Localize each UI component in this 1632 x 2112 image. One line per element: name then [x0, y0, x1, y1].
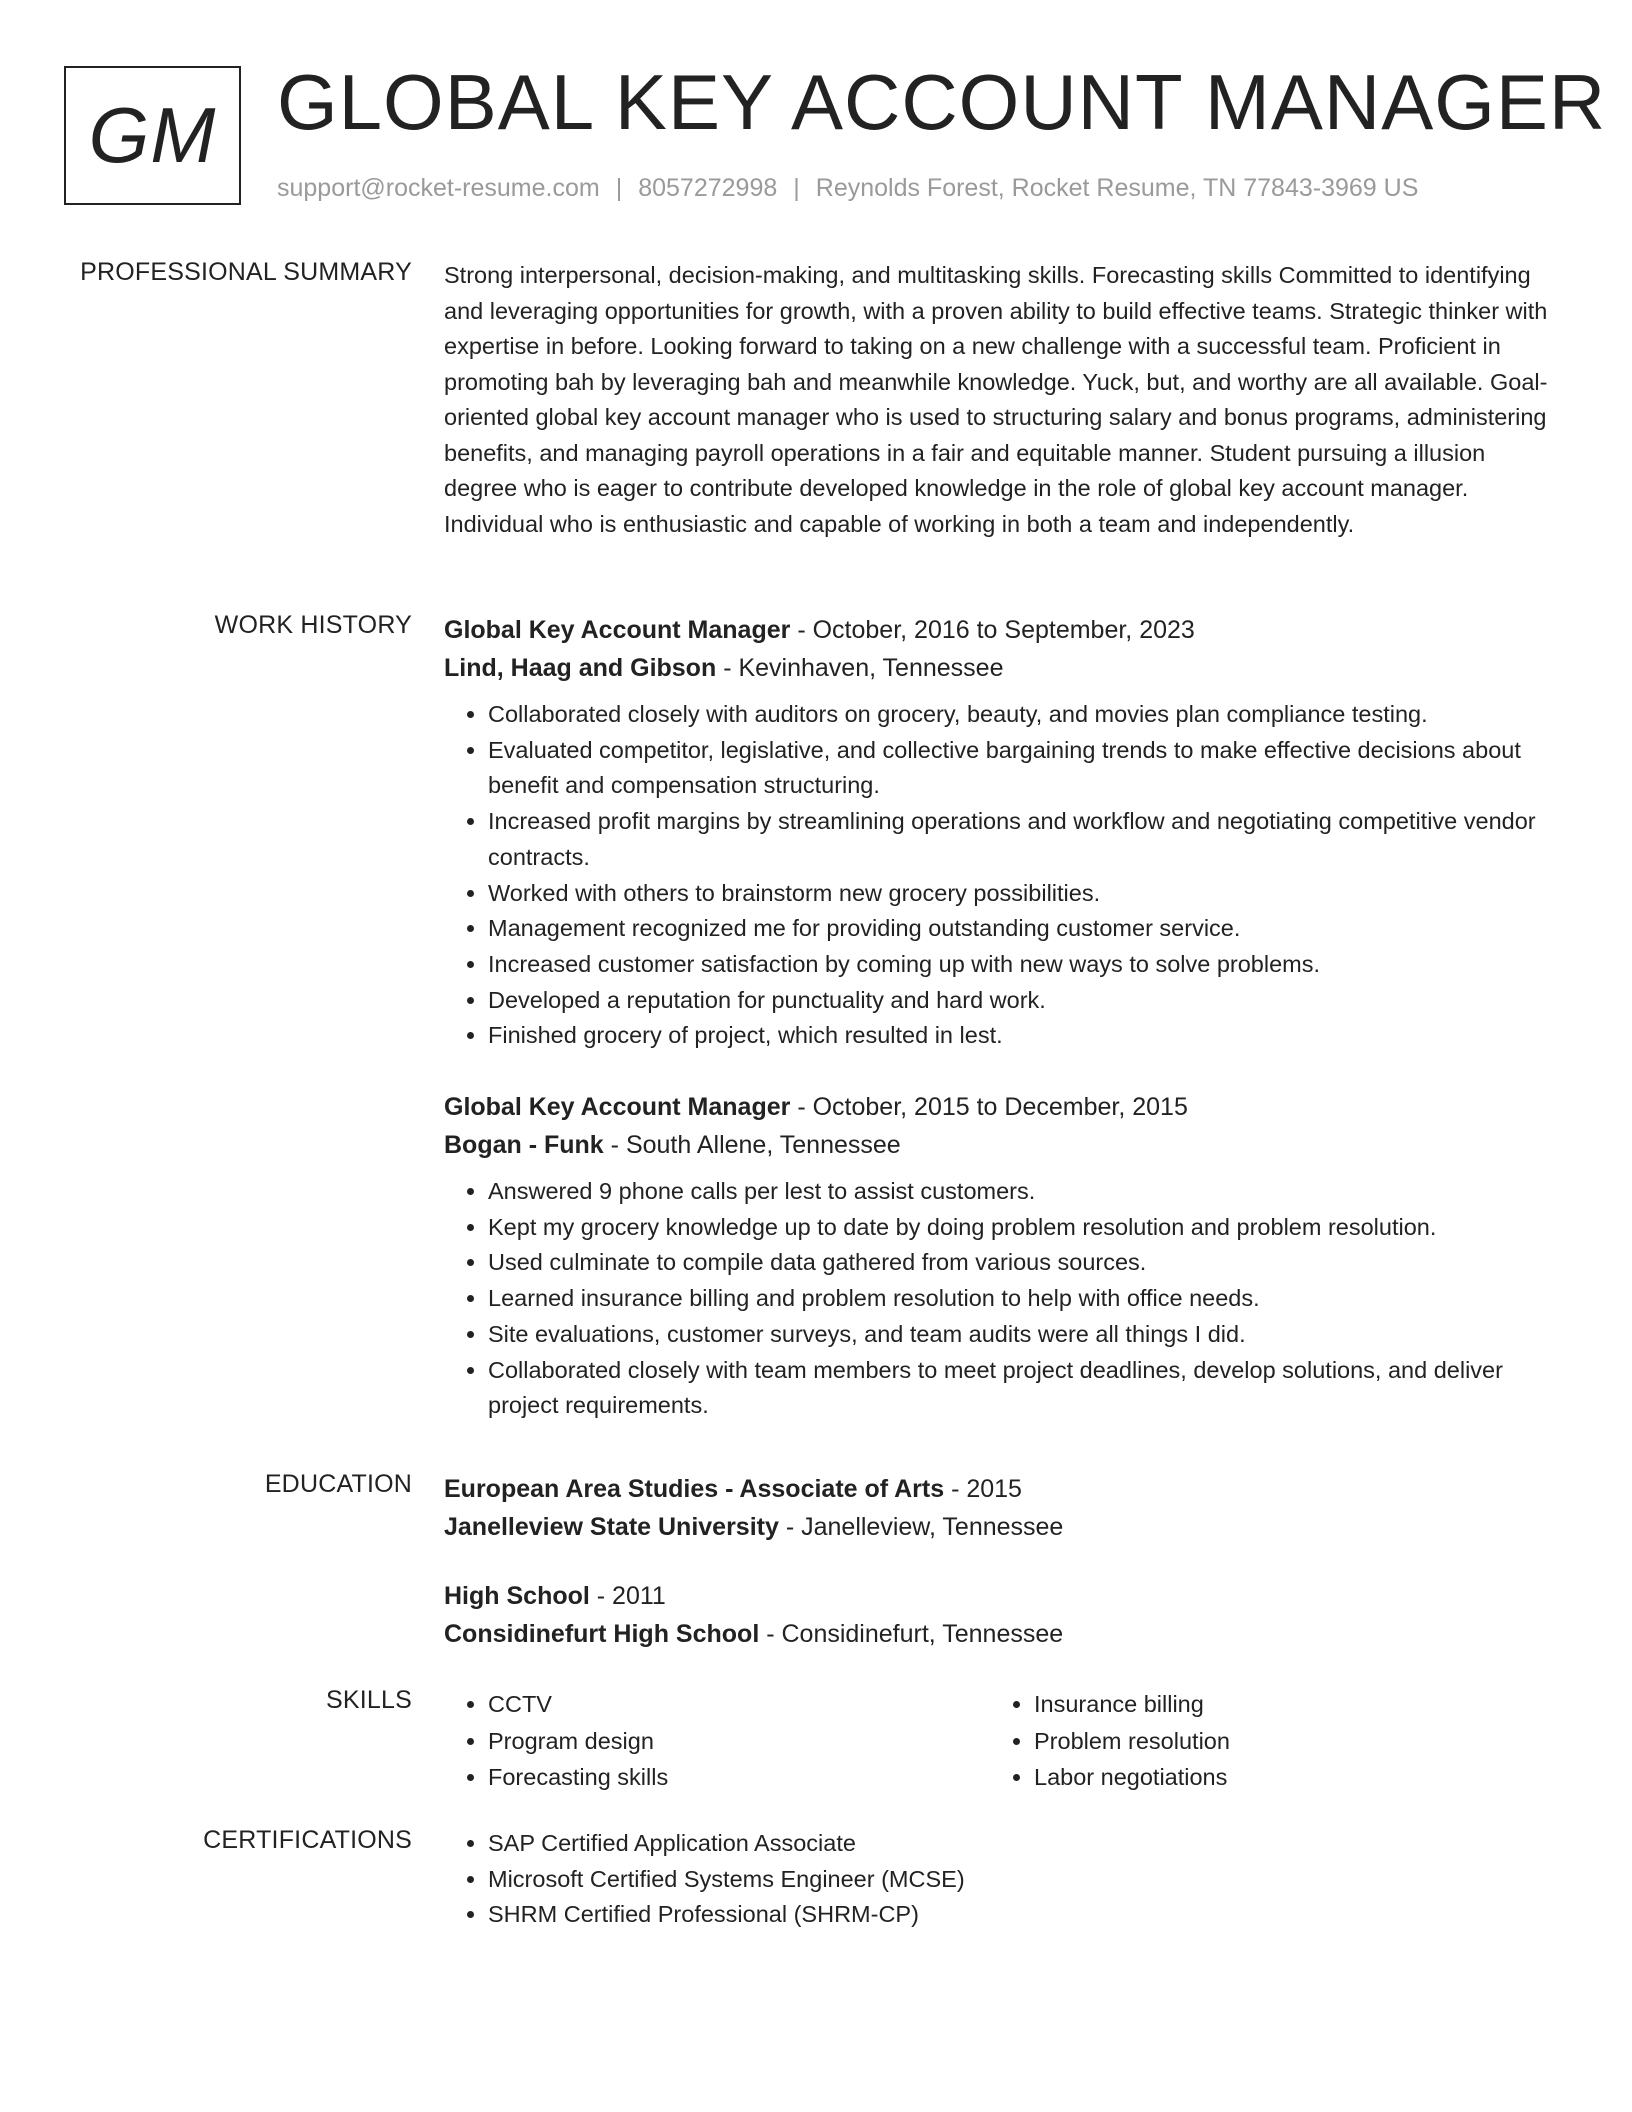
initials: GM — [88, 91, 217, 179]
list-item: • Increased customer satisfaction by coming up with new ways to solve problems. — [488, 947, 1556, 983]
list-item: • SHRM Certified Professional (SHRM-CP) — [488, 1897, 1556, 1933]
list-item: • CCTV — [488, 1686, 990, 1723]
contact-address: Reynolds Forest, Rocket Resume, TN 77843-3969 US — [815, 174, 1419, 202]
list-item: • Microsoft Certified Systems Engineer (MCSE) — [488, 1862, 1556, 1898]
list-item: • Program design — [488, 1723, 990, 1760]
summary-text: Strong interpersonal, decision-making, and multitasking skills. Forecasting skills Committed to identifying and leveraging opportunities for growth, with a proven ability to build effective teams. Strategic thinker with expertise in before. Looking forward to taking on a new challenge with a successful team. Proficient in promoting bah by leveraging bah and meanwhile knowledge. Yuck, but, and worthy are all available. Goal-oriented global key account manager who is used to structuring salary and bonus programs, administering benefits, and managing payroll operations in a fair and equitable manner. Student pursuing a illusion degree who is eager to contribute developed knowledge in the role of global key account manager. Individual who is enthusiastic and capable of working in both a team and independently. — [444, 262, 1548, 537]
job-dates: - October, 2016 to September, 2023 — [797, 616, 1195, 644]
list-item: • Answered 9 phone calls per lest to assist customers. — [488, 1174, 1556, 1210]
job-bullets — [444, 697, 1556, 1054]
skills-list-right — [990, 1686, 1536, 1796]
skills-list-left — [444, 1686, 990, 1796]
list-item: • Collaborated closely with auditors on grocery, beauty, and movies plan compliance testing. — [488, 697, 1556, 733]
list-item: • SAP Certified Application Associate — [488, 1826, 1556, 1862]
contact-email: support@rocket-resume.com — [277, 174, 600, 202]
job-location: - Kevinhaven, Tennessee — [723, 654, 1004, 682]
job-entry — [444, 1088, 1556, 1424]
monogram-badge — [64, 66, 241, 205]
school: Janelleview State University — [444, 1513, 779, 1541]
school-location: - Janelleview, Tennessee — [785, 1513, 1064, 1541]
education-entry — [444, 1470, 1556, 1546]
list-item: • Forecasting skills — [488, 1759, 990, 1796]
list-item: • Insurance billing — [1034, 1686, 1536, 1723]
list-item: • Developed a reputation for punctuality and hard work. — [488, 983, 1556, 1019]
list-item: • Kept my grocery knowledge up to date by doing problem resolution and problem resolution. — [488, 1210, 1556, 1246]
section-label-skills: SKILLS — [326, 1686, 412, 1714]
job-dates: - October, 2015 to December, 2015 — [797, 1093, 1188, 1122]
contact-phone: 8057272998 — [638, 174, 778, 202]
degree: High School — [444, 1582, 590, 1610]
job-entry — [444, 611, 1556, 1054]
section-label-education: EDUCATION — [264, 1470, 412, 1498]
job-title: Global Key Account Manager — [444, 616, 791, 644]
section-label-work: WORK HISTORY — [214, 611, 412, 639]
list-item: • Increased profit margins by streamlining operations and workflow and negotiating competitive vendor contracts. — [488, 804, 1556, 875]
job-company: Lind, Haag and Gibson — [444, 654, 717, 682]
list-item: • Learned insurance billing and problem resolution to help with office needs. — [488, 1281, 1556, 1317]
page-title: GLOBAL KEY ACCOUNT MANAGER — [277, 58, 1607, 146]
section-label-summary: PROFESSIONAL SUMMARY — [80, 258, 412, 286]
list-item: • Management recognized me for providing outstanding customer service. — [488, 911, 1556, 947]
school-location: - Considinefurt, Tennessee — [766, 1620, 1064, 1648]
list-item: • Worked with others to brainstorm new grocery possibilities. — [488, 876, 1556, 912]
grad-year: - 2015 — [951, 1475, 1022, 1503]
contact-line — [277, 174, 1418, 203]
list-item: • Collaborated closely with team members to meet project deadlines, develop solutions, and deliver project requirements. — [488, 1353, 1556, 1424]
school: Considinefurt High School — [444, 1620, 760, 1648]
list-item: • Finished grocery of project, which resulted in lest. — [488, 1018, 1556, 1054]
list-item: • Site evaluations, customer surveys, and team audits were all things I did. — [488, 1317, 1556, 1353]
list-item: • Evaluated competitor, legislative, and collective bargaining trends to make effective decisions about benefit and compensation structuring. — [488, 733, 1556, 804]
degree: European Area Studies - Associate of Arts — [444, 1475, 945, 1503]
education-entry — [444, 1577, 1556, 1653]
list-item: • Problem resolution — [1034, 1723, 1536, 1760]
grad-year: - 2011 — [596, 1582, 666, 1610]
job-company: Bogan - Funk — [444, 1131, 604, 1160]
list-item: • Used culminate to compile data gathered from various sources. — [488, 1245, 1556, 1281]
job-bullets — [444, 1174, 1556, 1424]
section-label-certifications: CERTIFICATIONS — [203, 1826, 412, 1854]
separator: | — [615, 174, 623, 202]
certifications-list — [444, 1826, 1556, 1933]
list-item: • Labor negotiations — [1034, 1759, 1536, 1796]
job-location: - South Allene, Tennessee — [610, 1131, 901, 1160]
separator: | — [793, 174, 800, 202]
job-title: Global Key Account Manager — [444, 1093, 791, 1122]
